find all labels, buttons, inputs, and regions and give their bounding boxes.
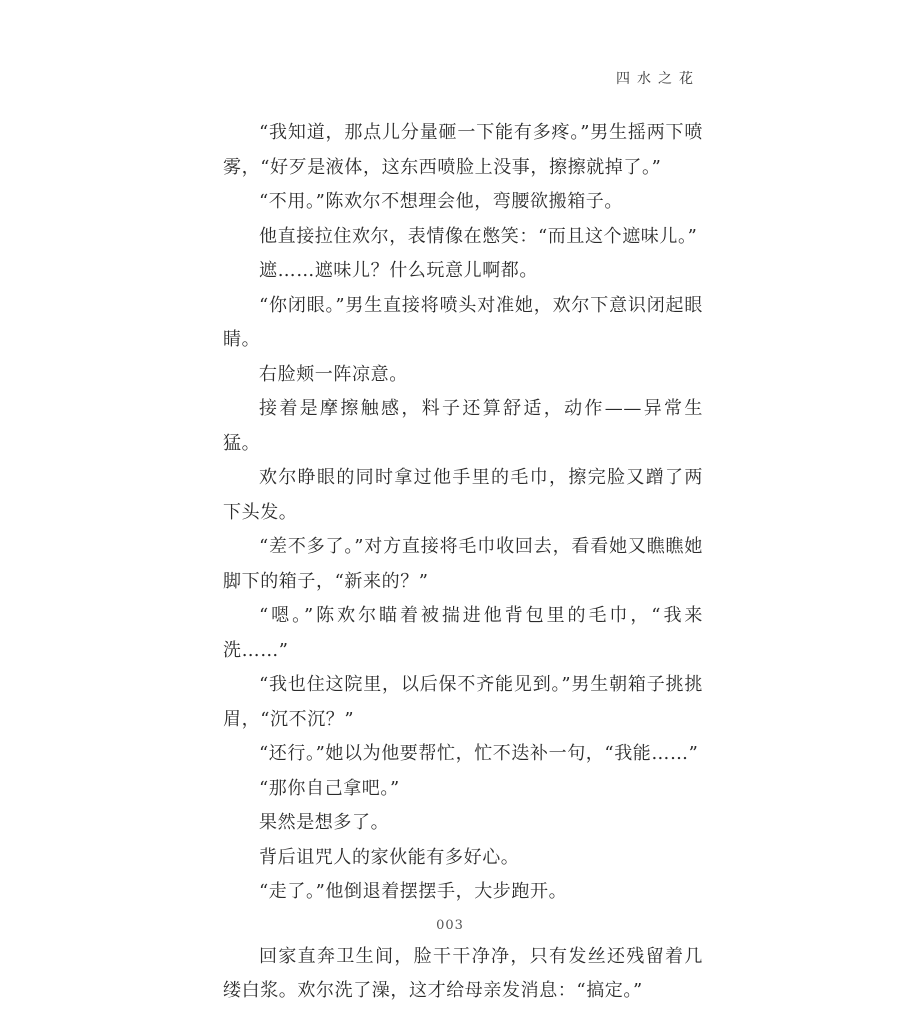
paragraph: “还行。”她以为他要帮忙，忙不迭补一句，“我能……” (259, 743, 699, 764)
paragraph: “我知道，那点儿分量砸一下能有多疼。”男生摇两下喷雾，“好歹是液体，这东西喷脸上没事，擦擦就掉了。” (223, 122, 703, 178)
paragraph: 果然是想多了。 (259, 812, 390, 833)
body-text (223, 116, 703, 1009)
paragraph: “那你自己拿吧。” (259, 777, 400, 799)
paragraph: “你闭眼。”男生直接将喷头对准她，欢尔下意识闭起眼睛。 (223, 294, 703, 350)
paragraph: “差不多了。”对方直接将毛巾收回去，看看她又瞧瞧她脚下的箱子，“新来的？” (223, 536, 703, 592)
paragraph: “我也住这院里，以后保不齐能见到。”男生朝箱子挑挑眉，“沉不沉？” (223, 674, 703, 730)
paragraph: 欢尔睁眼的同时拿过他手里的毛巾，擦完脸又蹭了两下头发。 (223, 467, 703, 523)
running-header-title: 四水之花 (616, 71, 700, 87)
page-number: 003 (436, 918, 464, 933)
paragraph: 遮……遮味儿？什么玩意儿啊都。 (259, 260, 538, 281)
paragraph: 右脸颊一阵凉意。 (259, 363, 408, 385)
paragraph: 接着是摩擦触感，料子还算舒适，动作——异常生猛。 (223, 398, 703, 454)
paragraph: 他直接拉住欢尔，表情像在憋笑：“而且这个遮味儿。” (259, 225, 698, 247)
paragraph: 背后诅咒人的家伙能有多好心。 (259, 846, 520, 868)
paragraph: “嗯。”陈欢尔瞄着被揣进他背包里的毛巾，“我来洗……” (223, 605, 703, 661)
paragraph: 回家直奔卫生间，脸干干净净，只有发丝还残留着几缕白浆。欢尔洗了澡，这才给母亲发消息：“搞定。” (223, 945, 703, 1001)
paragraph: “不用。”陈欢尔不想理会他，弯腰欲搬箱子。 (259, 191, 624, 212)
paragraph: “走了。”他倒退着摆摆手，大步跑开。 (259, 881, 568, 902)
